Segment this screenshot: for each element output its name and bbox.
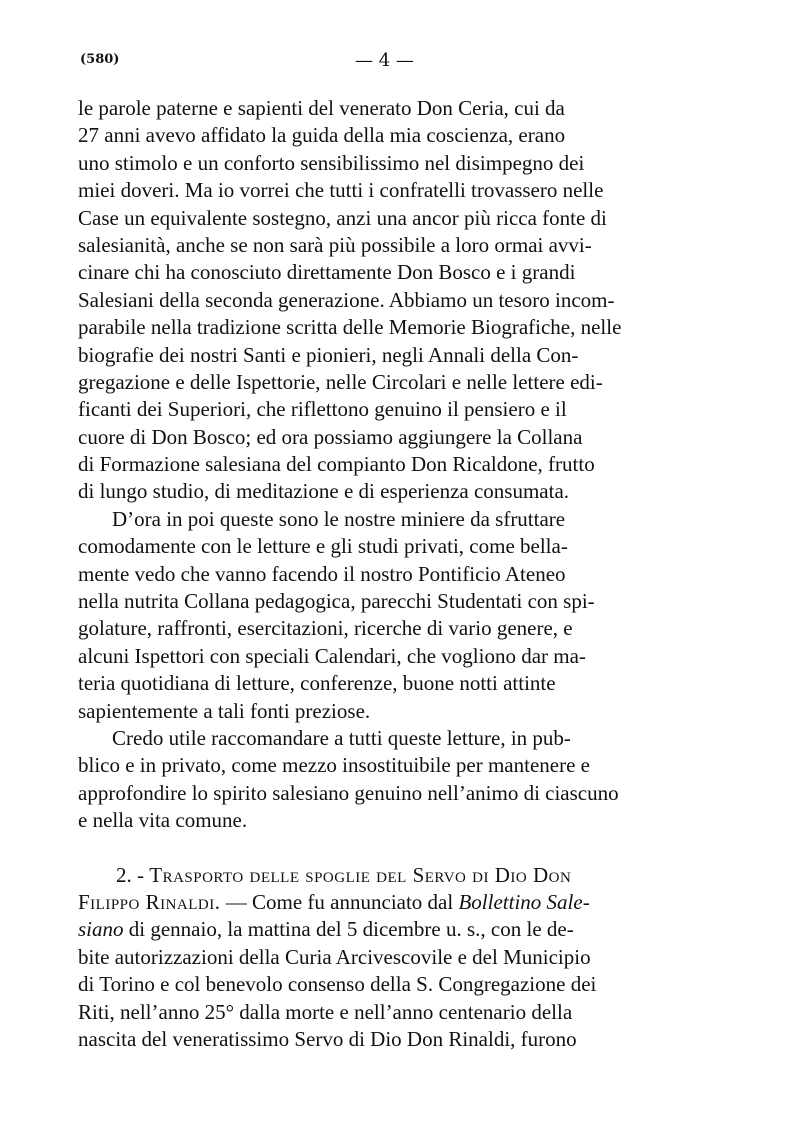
section-heading-continued: Filippo Rinaldi. <box>78 889 221 914</box>
text-line: le parole paterne e sapienti del venerato Don Ceria, cui da <box>78 96 565 120</box>
text-line: Salesiani della seconda generazione. Abbiamo un tesoro incom- <box>78 287 615 312</box>
document-code: (580) <box>80 52 120 67</box>
text-line: comodamente con le letture e gli studi privati, come bella- <box>78 534 568 559</box>
text-line: salesianità, anche se non sarà più possibile a loro ormai avvi- <box>78 232 592 257</box>
text-line: cinare chi ha conosciuto direttamente Don Bosco e i grandi <box>78 260 576 285</box>
em-dash: — <box>225 889 247 914</box>
text-line: di lungo studio, di meditazione e di esperienza consumata. <box>78 479 570 504</box>
text-line: approfondire lo spirito salesiano genuino nell’animo di ciascuno <box>78 780 619 805</box>
text-line: nella nutrita Collana pedagogica, parecchi Studentati con spi- <box>78 589 595 614</box>
page-number: — 4 — <box>355 50 414 71</box>
text-line: Riti, nell’anno 25° dalla morte e nell’anno centenario della <box>78 999 573 1024</box>
text-line: nascita del veneratissimo Servo di Dio Don Rinaldi, furono <box>78 1026 577 1051</box>
text-line: miei doveri. Ma io vorrei che tutti i confratelli trovassero nelle <box>78 178 604 203</box>
text-line: golature, raffronti, esercitazioni, ricerche di vario genere, e <box>78 616 573 641</box>
text-line: uno stimolo e un conforto sensibilissimo nel disimpegno dei <box>78 150 585 175</box>
page-header <box>80 50 735 74</box>
text-span: di gennaio, la mattina del 5 dicembre u. s., con le de- <box>128 917 574 942</box>
text-line: gregazione e delle Ispettorie, nelle Circolari e nelle lettere edi- <box>78 369 603 394</box>
text-line: di Formazione salesiana del compianto Don Ricaldone, frutto <box>78 452 595 477</box>
text-line: teria quotidiana di letture, conferenze, buone notti attinte <box>78 671 556 696</box>
section-heading-line <box>78 862 738 889</box>
section-number: 2. - <box>116 862 144 887</box>
text-line <box>78 916 738 943</box>
text-line: ficanti dei Superiori, che riflettono genuino il pensiero e il <box>78 397 567 422</box>
text-line: cuore di Don Bosco; ed ora possiamo aggiungere la Collana <box>78 424 583 449</box>
text-line: Credo utile raccomandare a tutti queste letture, in pub- <box>112 725 571 750</box>
text-line: parabile nella tradizione scritta delle Memorie Biografiche, nelle <box>78 315 622 340</box>
text-line: di Torino e col benevolo consenso della S. Congregazione dei <box>78 972 597 997</box>
section-heading-line <box>78 889 738 916</box>
text-line: 27 anni avevo affidato la guida della mia coscienza, erano <box>78 123 566 148</box>
text-line: mente vedo che vanno facendo il nostro Pontificio Ateneo <box>78 561 566 586</box>
text-line: alcuni Ispettori con speciali Calendari, che vogliono dar ma- <box>78 643 586 668</box>
text-span: Come fu annunciato dal <box>252 889 454 914</box>
text-line: sapientemente a tali fonti preziose. <box>78 698 371 723</box>
body-text <box>78 95 738 1053</box>
section-gap <box>78 835 738 862</box>
text-line: D’ora in poi queste sono le nostre miniere da sfruttare <box>112 506 566 531</box>
italic-title: Bollettino Sale- <box>458 889 590 914</box>
text-line: biografie dei nostri Santi e pionieri, negli Annali della Con- <box>78 342 579 367</box>
text-line: blico e in privato, come mezzo insostituibile per mantenere e <box>78 753 590 778</box>
text-line: Case un equivalente sostegno, anzi una ancor più ricca fonte di <box>78 205 607 230</box>
section-heading: Trasporto delle spoglie del Servo di Dio Don <box>149 862 572 887</box>
italic-title: siano <box>78 917 124 942</box>
text-line: bite autorizzazioni della Curia Arcivescovile e del Municipio <box>78 944 591 969</box>
text-line: e nella vita comune. <box>78 808 248 833</box>
